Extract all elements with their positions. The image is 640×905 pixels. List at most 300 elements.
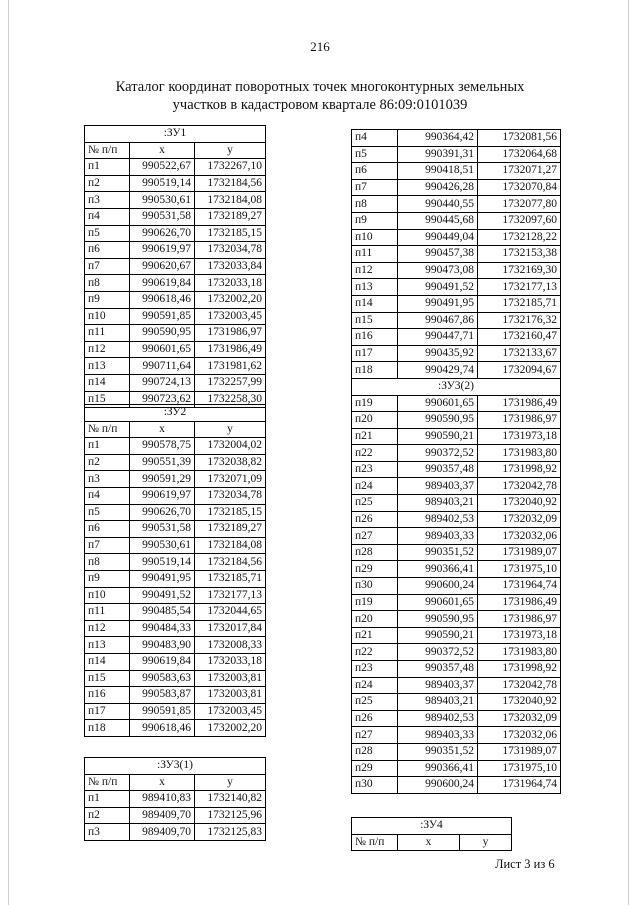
coord-x: 990372,52 <box>398 445 478 462</box>
point-number: п19 <box>352 594 398 611</box>
coord-x: 990426,28 <box>398 179 478 196</box>
coord-y: 1731964,74 <box>478 578 561 595</box>
coord-x: 989403,37 <box>398 677 478 694</box>
point-number: п11 <box>85 325 130 342</box>
point-number: п18 <box>85 720 130 737</box>
coord-y: 1732185,71 <box>195 570 266 587</box>
sheet-counter: Лист 3 из 6 <box>495 857 555 871</box>
coord-x: 990590,95 <box>398 412 478 429</box>
point-number: п29 <box>352 561 398 578</box>
coord-y: 1731998,92 <box>478 461 561 478</box>
coord-y: 1731986,49 <box>195 341 266 358</box>
point-number: п2 <box>85 175 130 192</box>
coord-y: 1732034,78 <box>195 487 266 504</box>
coord-y: 1732003,45 <box>195 703 266 720</box>
coord-y: 1732185,71 <box>478 295 561 312</box>
coord-x: 990620,67 <box>130 258 195 275</box>
coord-x: 990601,65 <box>130 341 195 358</box>
table-row <box>352 561 561 578</box>
table-row <box>352 710 561 727</box>
header-y: y <box>195 421 266 438</box>
coord-x: 990601,65 <box>398 594 478 611</box>
coord-y: 1732071,27 <box>478 163 561 180</box>
coord-x: 990491,95 <box>130 570 195 587</box>
coord-y: 1731998,92 <box>478 661 561 678</box>
header-num: № п/п <box>85 421 130 438</box>
point-number: п9 <box>85 291 130 308</box>
table-row <box>85 720 266 737</box>
coord-x: 989403,33 <box>398 727 478 744</box>
coord-y: 1732257,99 <box>195 374 266 391</box>
table-row <box>352 295 561 312</box>
header-x: x <box>130 142 195 159</box>
table-row <box>85 703 266 720</box>
point-number: п10 <box>85 308 130 325</box>
header-y: y <box>460 834 512 851</box>
coord-y: 1732176,32 <box>478 312 561 329</box>
coord-x: 990711,64 <box>130 358 195 375</box>
table-row <box>352 528 561 545</box>
point-number: п5 <box>85 504 130 521</box>
coord-x: 990484,33 <box>130 620 195 637</box>
coord-y: 1732169,30 <box>478 262 561 279</box>
table-row <box>352 611 561 628</box>
coord-y: 1732184,08 <box>195 537 266 554</box>
coord-y: 1732040,92 <box>478 495 561 512</box>
table-row <box>85 537 266 554</box>
coord-y: 1732258,30 <box>195 391 266 408</box>
table-row <box>85 471 266 488</box>
coord-x: 990551,39 <box>130 454 195 471</box>
table-row <box>352 196 561 213</box>
point-number: п21 <box>352 627 398 644</box>
table-title: :ЗУ2 <box>85 405 266 422</box>
coord-x: 990723,62 <box>130 391 195 408</box>
coord-x: 990364,42 <box>398 130 478 147</box>
coord-x: 990485,54 <box>130 604 195 621</box>
table-row <box>85 521 266 538</box>
coord-x: 990351,52 <box>398 743 478 760</box>
coord-y: 1732032,09 <box>478 511 561 528</box>
point-number: п25 <box>352 495 398 512</box>
coord-y: 1732094,67 <box>478 362 561 379</box>
point-number: п14 <box>85 653 130 670</box>
table-row <box>85 225 266 242</box>
point-number: п26 <box>352 710 398 727</box>
coord-y: 1732184,08 <box>195 192 266 209</box>
table-zu2 <box>84 404 266 737</box>
coord-y: 1731975,10 <box>478 760 561 777</box>
table-row <box>352 412 561 429</box>
coord-y: 1732133,67 <box>478 345 561 362</box>
table-row <box>352 478 561 495</box>
table-row <box>352 212 561 229</box>
coord-y: 1732002,20 <box>195 291 266 308</box>
point-number: п12 <box>352 262 398 279</box>
table-row <box>352 777 561 794</box>
coord-y: 1732002,20 <box>195 720 266 737</box>
point-number: п8 <box>352 196 398 213</box>
coord-x: 990590,21 <box>398 627 478 644</box>
point-number: п9 <box>85 570 130 587</box>
point-number: п17 <box>85 703 130 720</box>
table-row <box>352 760 561 777</box>
point-number: п28 <box>352 743 398 760</box>
point-number: п22 <box>352 445 398 462</box>
coord-x: 990590,21 <box>398 428 478 445</box>
coord-y: 1731981,62 <box>195 358 266 375</box>
coord-y: 1731973,18 <box>478 428 561 445</box>
coord-y: 1732038,82 <box>195 454 266 471</box>
point-number: п27 <box>352 727 398 744</box>
point-number: п14 <box>352 295 398 312</box>
coord-y: 1731983,80 <box>478 644 561 661</box>
point-number: п24 <box>352 478 398 495</box>
table-zu3-1 <box>84 757 266 841</box>
coord-x: 990583,63 <box>130 670 195 687</box>
point-number: п5 <box>352 146 398 163</box>
point-number: п1 <box>85 791 130 808</box>
coord-x: 990519,14 <box>130 554 195 571</box>
point-number: п5 <box>85 225 130 242</box>
table-title: :ЗУ4 <box>352 818 512 835</box>
point-number: п10 <box>352 229 398 246</box>
coord-x: 990519,14 <box>130 175 195 192</box>
coord-x: 990457,38 <box>398 246 478 263</box>
point-number: п14 <box>85 374 130 391</box>
coord-y: 1732034,78 <box>195 242 266 259</box>
coord-x: 990618,46 <box>130 291 195 308</box>
table-row <box>352 661 561 678</box>
header-num: № п/п <box>352 834 398 851</box>
coord-y: 1731986,97 <box>478 611 561 628</box>
table-title: :ЗУ3(2) <box>352 378 561 395</box>
coord-x: 990491,95 <box>398 295 478 312</box>
coord-x: 990351,52 <box>398 544 478 561</box>
coord-x: 990583,87 <box>130 687 195 704</box>
point-number: п13 <box>85 358 130 375</box>
point-number: п7 <box>85 258 130 275</box>
coord-y: 1732081,56 <box>478 130 561 147</box>
coord-x: 990601,65 <box>398 395 478 412</box>
header-y: y <box>195 142 266 159</box>
table-row <box>352 428 561 445</box>
coord-x: 990467,86 <box>398 312 478 329</box>
coord-y: 1731986,49 <box>478 594 561 611</box>
table-row <box>352 146 561 163</box>
header-y: y <box>195 774 266 791</box>
table-row <box>352 511 561 528</box>
coord-y: 1731975,10 <box>478 561 561 578</box>
coord-x: 990429,74 <box>398 362 478 379</box>
page-edge-left <box>8 0 9 905</box>
table-row <box>352 644 561 661</box>
coord-x: 989403,21 <box>398 694 478 711</box>
point-number: п15 <box>85 670 130 687</box>
header-x: x <box>130 774 195 791</box>
coord-x: 990391,31 <box>398 146 478 163</box>
point-number: п6 <box>352 163 398 180</box>
point-number: п3 <box>85 471 130 488</box>
table-row <box>85 487 266 504</box>
coord-y: 1732003,81 <box>195 687 266 704</box>
coord-y: 1732184,56 <box>195 554 266 571</box>
coord-y: 1732003,45 <box>195 308 266 325</box>
table-row <box>352 445 561 462</box>
coord-x: 990578,75 <box>130 438 195 455</box>
coord-x: 989402,53 <box>398 511 478 528</box>
table-row <box>352 130 561 147</box>
coord-y: 1731986,97 <box>195 325 266 342</box>
catalog-title <box>0 78 640 114</box>
point-number: п13 <box>85 637 130 654</box>
catalog-title-line-1: Каталог координат поворотных точек многоконтурных земельных <box>115 79 525 95</box>
coord-y: 1732032,09 <box>478 710 561 727</box>
point-number: п30 <box>352 777 398 794</box>
coord-y: 1732077,80 <box>478 196 561 213</box>
coord-y: 1732070,84 <box>478 179 561 196</box>
table-title: :ЗУ3(1) <box>85 758 266 775</box>
table-row <box>85 570 266 587</box>
table-row <box>85 824 266 841</box>
point-number: п4 <box>352 130 398 147</box>
point-number: п21 <box>352 428 398 445</box>
coord-y: 1732042,78 <box>478 677 561 694</box>
coord-x: 990491,52 <box>130 587 195 604</box>
coord-y: 1732267,10 <box>195 159 266 176</box>
coord-x: 990357,48 <box>398 461 478 478</box>
point-number: п29 <box>352 760 398 777</box>
coord-x: 989403,37 <box>398 478 478 495</box>
point-number: п2 <box>85 807 130 824</box>
coord-x: 990491,52 <box>398 279 478 296</box>
point-number: п30 <box>352 578 398 595</box>
coord-y: 1732153,38 <box>478 246 561 263</box>
coord-y: 1732177,13 <box>195 587 266 604</box>
coord-x: 989409,70 <box>130 807 195 824</box>
table-row <box>85 554 266 571</box>
coord-y: 1732032,06 <box>478 528 561 545</box>
coord-x: 990473,08 <box>398 262 478 279</box>
table-row <box>85 807 266 824</box>
table-row <box>85 504 266 521</box>
table-zu1 <box>84 125 266 408</box>
table-row <box>352 312 561 329</box>
point-number: п23 <box>352 461 398 478</box>
point-number: п25 <box>352 694 398 711</box>
coord-x: 990600,24 <box>398 777 478 794</box>
coord-y: 1732160,47 <box>478 329 561 346</box>
table-row <box>85 374 266 391</box>
page-edge-right <box>628 0 629 905</box>
point-number: п19 <box>352 395 398 412</box>
point-number: п3 <box>85 192 130 209</box>
table-row <box>352 727 561 744</box>
header-x: x <box>130 421 195 438</box>
coord-y: 1731983,80 <box>478 445 561 462</box>
table-row <box>352 395 561 412</box>
point-number: п3 <box>85 824 130 841</box>
coord-x: 990418,51 <box>398 163 478 180</box>
table-row <box>352 329 561 346</box>
coord-y: 1732189,27 <box>195 208 266 225</box>
table-row <box>85 258 266 275</box>
point-number: п23 <box>352 661 398 678</box>
table-row <box>85 192 266 209</box>
table-row <box>85 275 266 292</box>
point-number: п15 <box>85 391 130 408</box>
point-number: п16 <box>352 329 398 346</box>
table-row <box>85 341 266 358</box>
coord-y: 1732032,06 <box>478 727 561 744</box>
table-row <box>352 677 561 694</box>
table-row <box>352 229 561 246</box>
point-number: п11 <box>352 246 398 263</box>
coord-x: 990591,85 <box>130 308 195 325</box>
table-row <box>85 454 266 471</box>
coord-y: 1732140,82 <box>195 791 266 808</box>
point-number: п6 <box>85 521 130 538</box>
coord-y: 1732177,13 <box>478 279 561 296</box>
coord-x: 990366,41 <box>398 760 478 777</box>
point-number: п6 <box>85 242 130 259</box>
point-number: п22 <box>352 644 398 661</box>
table-row <box>85 308 266 325</box>
point-number: п1 <box>85 438 130 455</box>
coord-x: 989410,83 <box>130 791 195 808</box>
coord-x: 990591,85 <box>130 703 195 720</box>
table-row <box>352 694 561 711</box>
coord-x: 990619,84 <box>130 275 195 292</box>
point-number: п12 <box>85 341 130 358</box>
table-row <box>352 246 561 263</box>
point-number: п24 <box>352 677 398 694</box>
coord-x: 990619,84 <box>130 653 195 670</box>
coord-y: 1732040,92 <box>478 694 561 711</box>
coord-x: 990449,04 <box>398 229 478 246</box>
coord-x: 990619,97 <box>130 242 195 259</box>
point-number: п7 <box>352 179 398 196</box>
table-row <box>85 358 266 375</box>
coord-x: 990531,58 <box>130 521 195 538</box>
point-number: п4 <box>85 208 130 225</box>
point-number: п20 <box>352 611 398 628</box>
coord-y: 1731989,07 <box>478 544 561 561</box>
coord-y: 1732017,84 <box>195 620 266 637</box>
table-row <box>85 620 266 637</box>
coord-y: 1732044,65 <box>195 604 266 621</box>
header-num: № п/п <box>85 142 130 159</box>
header-num: № п/п <box>85 774 130 791</box>
point-number: п12 <box>85 620 130 637</box>
coord-x: 990618,46 <box>130 720 195 737</box>
table-zu4 <box>351 817 512 851</box>
coord-x: 990591,29 <box>130 471 195 488</box>
coord-y: 1731986,49 <box>478 395 561 412</box>
coord-y: 1732033,18 <box>195 275 266 292</box>
coord-y: 1732033,84 <box>195 258 266 275</box>
point-number: п20 <box>352 412 398 429</box>
coord-y: 1731986,97 <box>478 412 561 429</box>
coord-x: 989402,53 <box>398 710 478 727</box>
coord-x: 990724,13 <box>130 374 195 391</box>
point-number: п8 <box>85 275 130 292</box>
coord-x: 990435,92 <box>398 345 478 362</box>
table-row <box>85 242 266 259</box>
coord-x: 990600,24 <box>398 578 478 595</box>
coord-y: 1732008,33 <box>195 637 266 654</box>
table-row <box>85 653 266 670</box>
point-number: п1 <box>85 159 130 176</box>
coord-x: 990626,70 <box>130 225 195 242</box>
header-x: x <box>398 834 460 851</box>
coord-x: 989403,33 <box>398 528 478 545</box>
coord-y: 1732033,18 <box>195 653 266 670</box>
point-number: п4 <box>85 487 130 504</box>
coord-x: 990522,67 <box>130 159 195 176</box>
coord-y: 1732184,56 <box>195 175 266 192</box>
point-number: п27 <box>352 528 398 545</box>
point-number: п11 <box>85 604 130 621</box>
coord-x: 990531,58 <box>130 208 195 225</box>
coord-x: 990626,70 <box>130 504 195 521</box>
point-number: п18 <box>352 362 398 379</box>
table-row <box>352 594 561 611</box>
coord-x: 990357,48 <box>398 661 478 678</box>
catalog-title-line-2: участков в кадастровом квартале 86:09:0101039 <box>172 97 468 113</box>
coord-y: 1732097,60 <box>478 212 561 229</box>
table-row <box>352 627 561 644</box>
coord-x: 989403,21 <box>398 495 478 512</box>
table-row <box>85 175 266 192</box>
point-number: п9 <box>352 212 398 229</box>
coord-y: 1732189,27 <box>195 521 266 538</box>
table-title: :ЗУ1 <box>85 126 266 143</box>
table-row <box>352 279 561 296</box>
table-row <box>352 163 561 180</box>
coord-y: 1731973,18 <box>478 627 561 644</box>
point-number: п10 <box>85 587 130 604</box>
coord-x: 990445,68 <box>398 212 478 229</box>
table-row <box>352 495 561 512</box>
coord-x: 990483,90 <box>130 637 195 654</box>
point-number: п26 <box>352 511 398 528</box>
coord-y: 1732125,96 <box>195 807 266 824</box>
coord-x: 990530,61 <box>130 192 195 209</box>
table-zu3-continued <box>351 129 561 794</box>
coord-x: 990590,95 <box>130 325 195 342</box>
point-number: п2 <box>85 454 130 471</box>
coord-x: 990440,55 <box>398 196 478 213</box>
coord-y: 1731964,74 <box>478 777 561 794</box>
table-row <box>85 637 266 654</box>
table-row <box>352 345 561 362</box>
coord-y: 1732042,78 <box>478 478 561 495</box>
coord-x: 990619,97 <box>130 487 195 504</box>
coord-x: 990372,52 <box>398 644 478 661</box>
table-row <box>85 325 266 342</box>
coord-x: 990590,95 <box>398 611 478 628</box>
table-row <box>352 544 561 561</box>
coord-y: 1732185,15 <box>195 504 266 521</box>
table-row <box>85 604 266 621</box>
coord-y: 1732125,83 <box>195 824 266 841</box>
point-number: п7 <box>85 537 130 554</box>
table-row <box>352 461 561 478</box>
coord-y: 1732003,81 <box>195 670 266 687</box>
point-number: п13 <box>352 279 398 296</box>
page-number: 216 <box>310 39 330 54</box>
